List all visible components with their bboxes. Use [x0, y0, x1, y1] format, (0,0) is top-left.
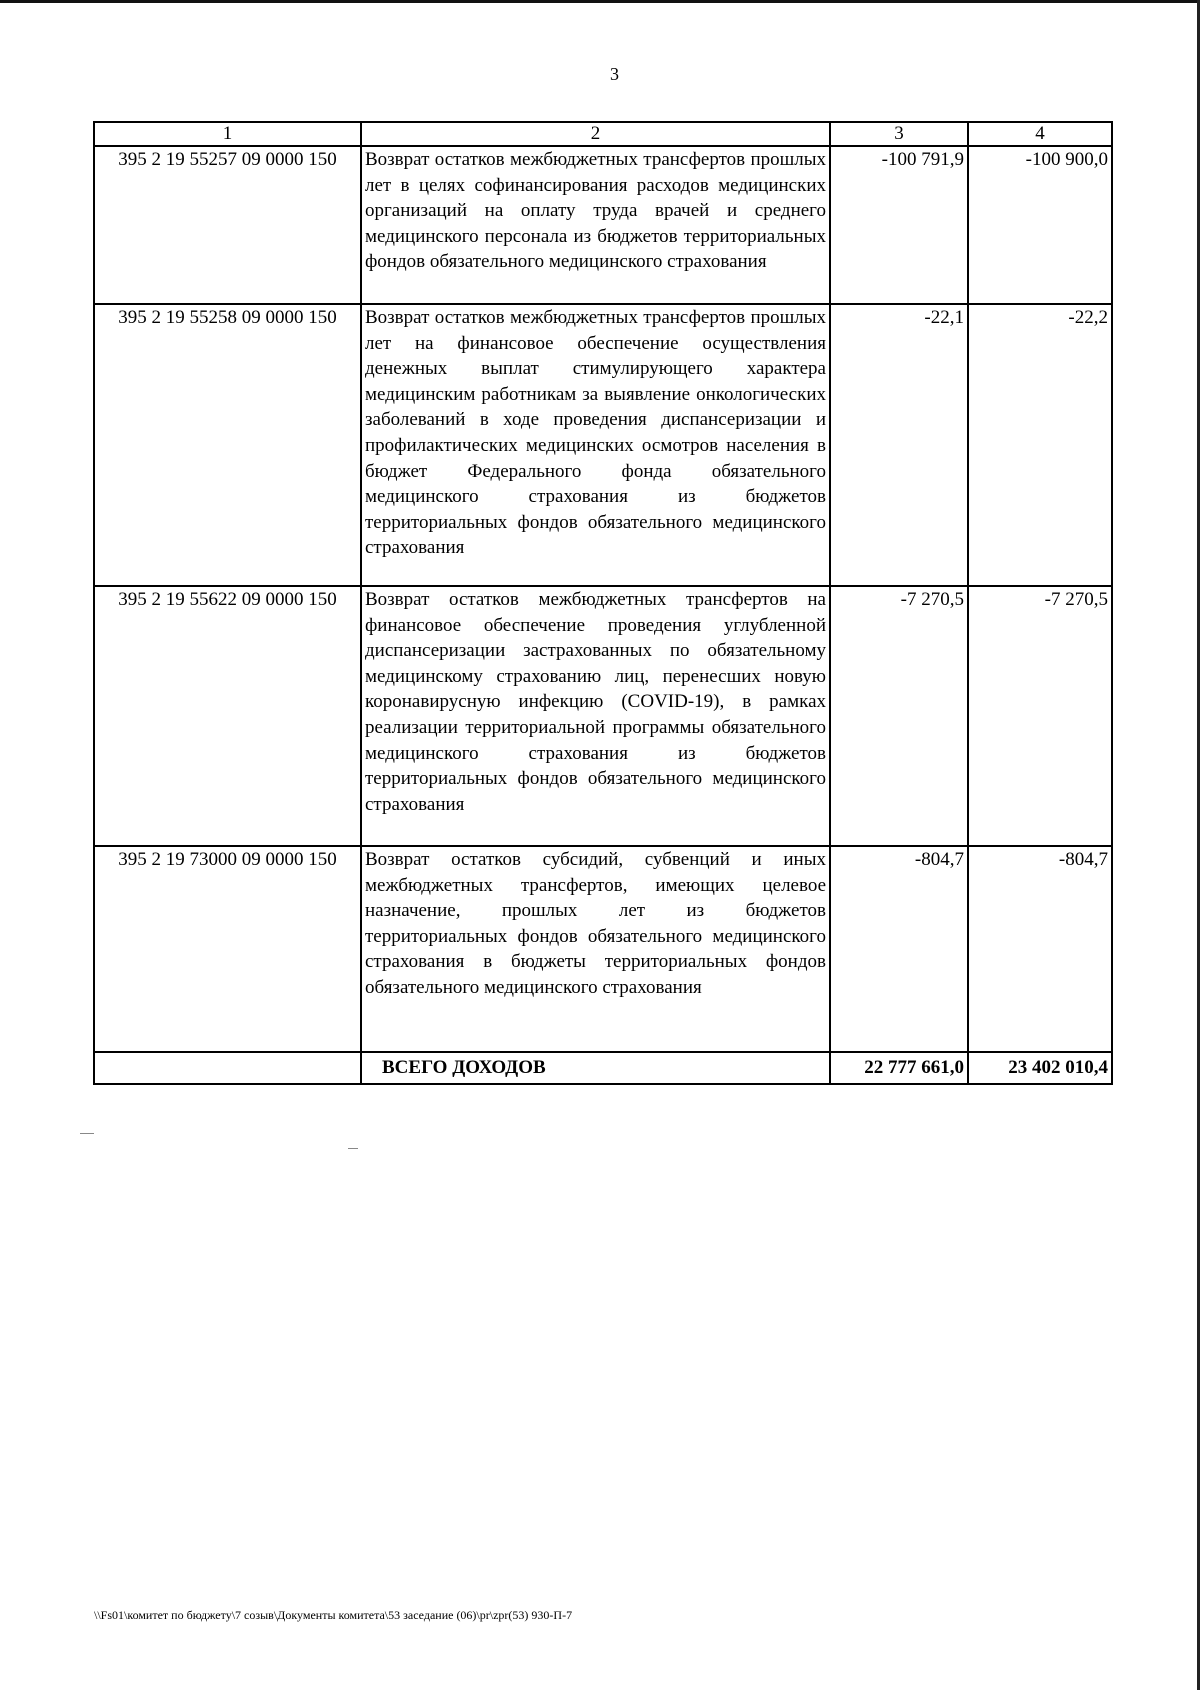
- table-row: [94, 586, 1112, 846]
- header-col-2: 2: [361, 122, 830, 146]
- total-col-3: 22 777 661,0: [830, 1052, 968, 1084]
- budget-revenue-table: [93, 121, 1113, 1085]
- scan-edge-top: [0, 0, 1200, 3]
- amount-col-3: -7 270,5: [830, 586, 968, 846]
- header-col-3: 3: [830, 122, 968, 146]
- income-description: Возврат остатков межбюджетных трансфертов прошлых лет на финансовое обеспечение осуществления денежных выплат стимулирующего характера медицинским работникам за выявление онкологических заболеваний в ходе проведения диспансеризации и профилактических медицинских осмотров населения в бюджет Федерального фонда обязательного медицинского страхования из бюджетов территориальных фондов обязательного медицинского страхования: [361, 304, 830, 586]
- income-description: Возврат остатков субсидий, субвенций и иных межбюджетных трансфертов, имеющих целевое назначение, прошлых лет из бюджетов территориальных фондов обязательного медицинского страхования в бюджеты территориальных фондов обязательного медицинского страхования: [361, 846, 830, 1052]
- header-row: [94, 122, 1112, 146]
- budget-code: 395 2 19 55622 09 0000 150: [94, 586, 361, 846]
- amount-col-4: -100 900,0: [968, 146, 1112, 304]
- total-label: ВСЕГО ДОХОДОВ: [361, 1052, 830, 1084]
- income-description: Возврат остатков межбюджетных трансфертов на финансовое обеспечение проведения углубленной диспансеризации застрахованных по обязательному медицинскому страхованию лиц, перенесших новую коронавирусную инфекцию (COVID-19), в рамках реализации территориальной программы обязательного медицинского страхования из бюджетов территориальных фондов обязательного медицинского страхования: [361, 586, 830, 846]
- amount-col-3: -22,1: [830, 304, 968, 586]
- budget-code: 395 2 19 73000 09 0000 150: [94, 846, 361, 1052]
- table-row: [94, 304, 1112, 586]
- total-col-4: 23 402 010,4: [968, 1052, 1112, 1084]
- income-description: Возврат остатков межбюджетных трансфертов прошлых лет в целях софинансирования расходов медицинских организаций на оплату труда врачей и среднего медицинского персонала из бюджетов территориальных фондов обязательного медицинского страхования: [361, 146, 830, 304]
- page-number: 3: [610, 64, 619, 84]
- scan-mark: [80, 1133, 94, 1134]
- header-col-4: 4: [968, 122, 1112, 146]
- file-path-footer: \\Fs01\комитет по бюджету\7 созыв\Документы комитета\53 заседание (06)\pr\zpr(53) 930-П-7: [94, 1608, 573, 1622]
- table-row: [94, 146, 1112, 304]
- amount-col-4: -804,7: [968, 846, 1112, 1052]
- budget-code: 395 2 19 55257 09 0000 150: [94, 146, 361, 304]
- table-row: [94, 846, 1112, 1052]
- total-code-empty: [94, 1052, 361, 1084]
- amount-col-3: -804,7: [830, 846, 968, 1052]
- header-col-1: 1: [94, 122, 361, 146]
- amount-col-3: -100 791,9: [830, 146, 968, 304]
- amount-col-4: -22,2: [968, 304, 1112, 586]
- amount-col-4: -7 270,5: [968, 586, 1112, 846]
- total-row: [94, 1052, 1112, 1084]
- scan-mark: [348, 1148, 358, 1149]
- budget-code: 395 2 19 55258 09 0000 150: [94, 304, 361, 586]
